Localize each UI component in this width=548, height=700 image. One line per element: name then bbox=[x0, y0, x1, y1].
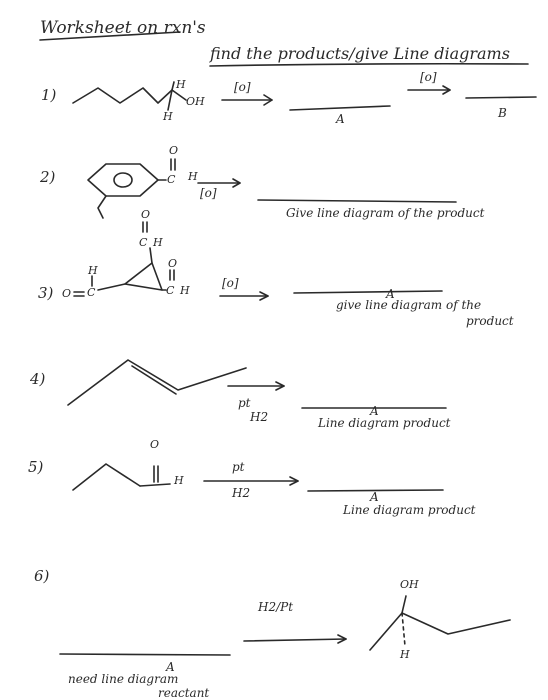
p2-ethyl-chain bbox=[98, 196, 106, 218]
atom-label: H bbox=[163, 110, 173, 123]
atom-label: H bbox=[88, 264, 98, 277]
answer-prompt: Line diagram product bbox=[343, 503, 476, 517]
p6-oh-bond bbox=[402, 596, 406, 613]
reagent-label: [o] bbox=[420, 70, 437, 84]
atom-label: O bbox=[141, 208, 151, 221]
atom-label: O bbox=[62, 287, 72, 300]
problem-number: 3) bbox=[38, 284, 54, 302]
title-underline bbox=[40, 32, 180, 40]
p5-bond-h bbox=[140, 484, 170, 486]
problem-number: 2) bbox=[40, 168, 56, 186]
p1-reactant-chain bbox=[73, 88, 172, 103]
answer-prompt-continued: reactant bbox=[158, 686, 210, 700]
atom-label: C bbox=[167, 173, 176, 186]
atom-label: H bbox=[188, 170, 198, 183]
reagent-label: [o] bbox=[200, 186, 217, 200]
p5-chain bbox=[73, 464, 140, 490]
answer-prompt: need line diagram bbox=[68, 672, 179, 686]
p1-blank-a bbox=[290, 106, 390, 110]
reagent-label: H2 bbox=[232, 486, 251, 500]
blank-label: A bbox=[166, 660, 175, 674]
worksheet-title: Worksheet on rxn's bbox=[40, 18, 206, 38]
atom-label: C bbox=[139, 236, 148, 249]
blank-label: A bbox=[370, 490, 379, 504]
blank-label: A bbox=[386, 287, 395, 301]
p1-bond-oh bbox=[172, 90, 186, 100]
p3-top-bond bbox=[150, 248, 152, 263]
p2-benzene-ring bbox=[88, 164, 158, 196]
answer-prompt: Line diagram product bbox=[318, 416, 451, 430]
p2-blank bbox=[258, 200, 456, 202]
p6-h-dashed-bond bbox=[402, 613, 405, 646]
atom-label: O bbox=[150, 438, 160, 451]
instruction-underline bbox=[210, 64, 528, 66]
blank-label: A bbox=[370, 404, 379, 418]
p1-blank-b bbox=[466, 97, 536, 98]
reagent-label: [o] bbox=[234, 80, 251, 94]
reagent-label: H2 bbox=[250, 410, 269, 424]
p3-blank bbox=[294, 291, 442, 293]
atom-label: H bbox=[174, 474, 184, 487]
reagent-label: [o] bbox=[222, 276, 239, 290]
p3-left-bond bbox=[98, 284, 125, 290]
atom-label: O bbox=[168, 257, 178, 270]
reagent-label: pt bbox=[232, 460, 245, 474]
blank-label: B bbox=[498, 106, 507, 120]
blank-label: A bbox=[336, 112, 345, 126]
atom-label: O bbox=[169, 144, 179, 157]
p6-arrow bbox=[244, 639, 346, 641]
p1-bond-h-top bbox=[172, 82, 174, 90]
reagent-label: pt bbox=[238, 396, 251, 410]
p4-double-bond bbox=[132, 366, 176, 394]
reagent-label: H2/Pt bbox=[258, 600, 294, 614]
atom-label: OH bbox=[186, 95, 205, 108]
problem-number: 5) bbox=[28, 458, 44, 476]
atom-label: H bbox=[400, 648, 410, 661]
p3-cyclopropane bbox=[125, 263, 162, 290]
p6-product-chain bbox=[370, 613, 510, 650]
answer-prompt-continued: product bbox=[466, 314, 514, 328]
atom-label: H bbox=[180, 284, 190, 297]
atom-label: OH bbox=[400, 578, 419, 591]
p6-blank bbox=[60, 654, 230, 655]
problem-number: 4) bbox=[30, 370, 46, 388]
answer-prompt: Give line diagram of the product bbox=[286, 206, 485, 220]
atom-label: C bbox=[87, 286, 96, 299]
answer-prompt: give line diagram of the bbox=[336, 298, 482, 312]
problem-number: 6) bbox=[34, 567, 50, 585]
problem-number: 1) bbox=[41, 86, 57, 104]
atom-label: H bbox=[176, 78, 186, 91]
instruction-text: find the products/give Line diagrams bbox=[210, 44, 510, 63]
p2-ring-circle bbox=[114, 173, 132, 187]
atom-label: H bbox=[153, 236, 163, 249]
atom-label: C bbox=[166, 284, 175, 297]
